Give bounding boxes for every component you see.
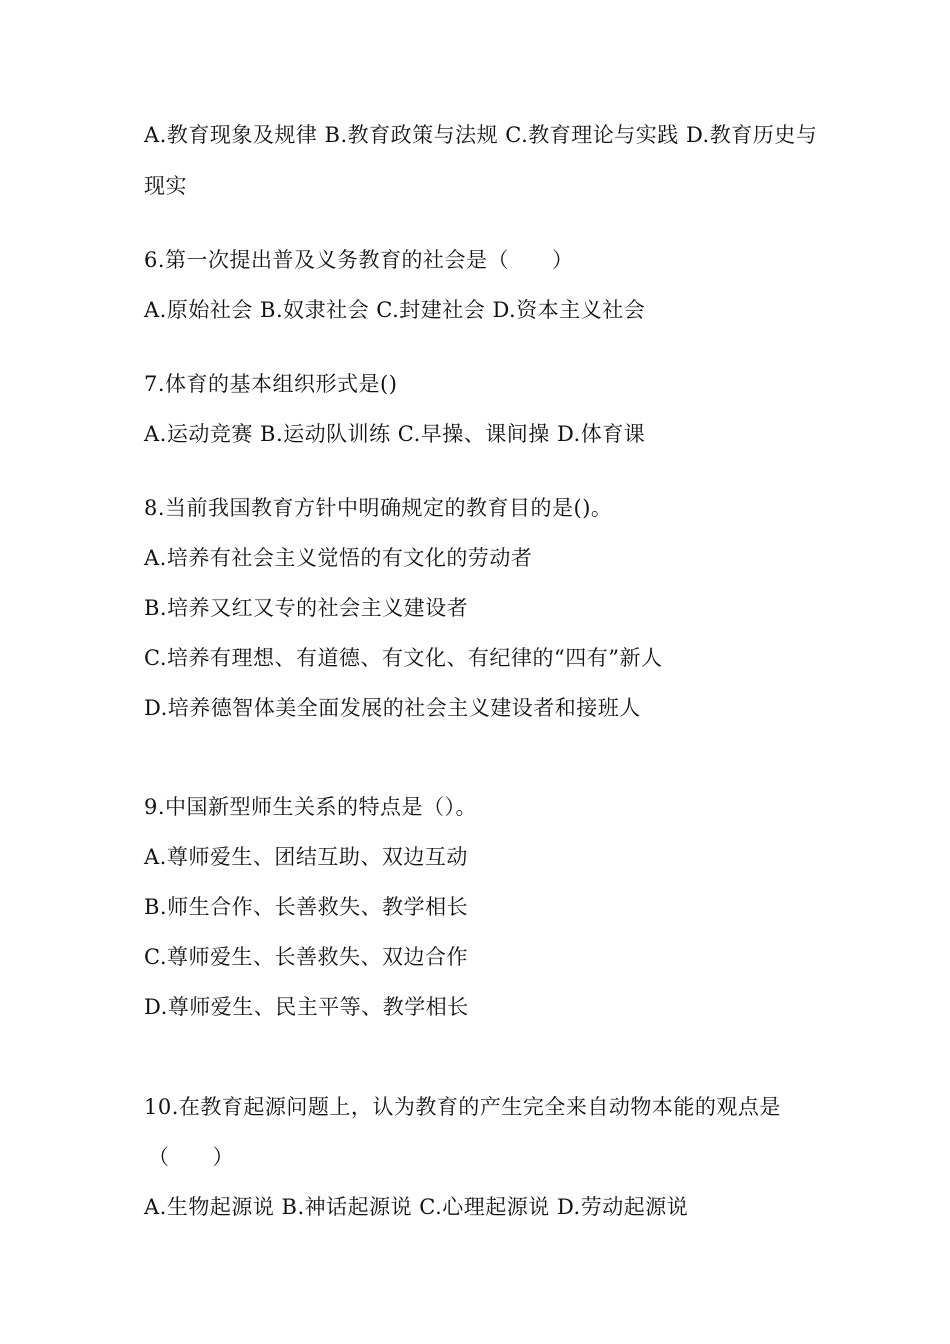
q9-option-b: B.师生合作、长善救失、教学相长 — [144, 895, 469, 919]
q9-option-d: D.尊师爱生、民主平等、教学相长 — [144, 995, 469, 1019]
q10-stem-line2: （ ） — [148, 1145, 234, 1169]
q8-option-a: A.培养有社会主义觉悟的有文化的劳动者 — [144, 546, 533, 570]
q10-options: A.生物起源说 B.神话起源说 C.心理起源说 D.劳动起源说 — [144, 1195, 689, 1219]
q8-option-d: D.培养德智体美全面发展的社会主义建设者和接班人 — [144, 696, 641, 720]
q8-option-c: C.培养有理想、有道德、有文化、有纪律的“四有”新人 — [144, 646, 663, 670]
q5-options-line1: A.教育现象及规律 B.教育政策与法规 C.教育理论与实践 D.教育历史与 — [144, 123, 818, 147]
q6-options: A.原始社会 B.奴隶社会 C.封建社会 D.资本主义社会 — [144, 298, 646, 322]
q7-stem: 7.体育的基本组织形式是() — [144, 372, 398, 396]
q8-option-b: B.培养又红又专的社会主义建设者 — [144, 596, 469, 620]
q9-option-a: A.尊师爱生、团结互助、双边互动 — [144, 845, 468, 869]
q9-stem: 9.中国新型师生关系的特点是（）。 — [144, 795, 478, 819]
q8-stem: 8.当前我国教育方针中明确规定的教育目的是()。 — [144, 496, 613, 520]
q10-stem-line1: 10.在教育起源问题上，认为教育的产生完全来自动物本能的观点是 — [144, 1095, 781, 1119]
q9-option-c: C.尊师爱生、长善救失、双边合作 — [144, 945, 468, 969]
q7-options: A.运动竞赛 B.运动队训练 C.早操、课间操 D.体育课 — [144, 422, 646, 446]
q6-stem: 6.第一次提出普及义务教育的社会是（ ） — [144, 248, 574, 272]
q5-options-line2: 现实 — [144, 174, 187, 198]
